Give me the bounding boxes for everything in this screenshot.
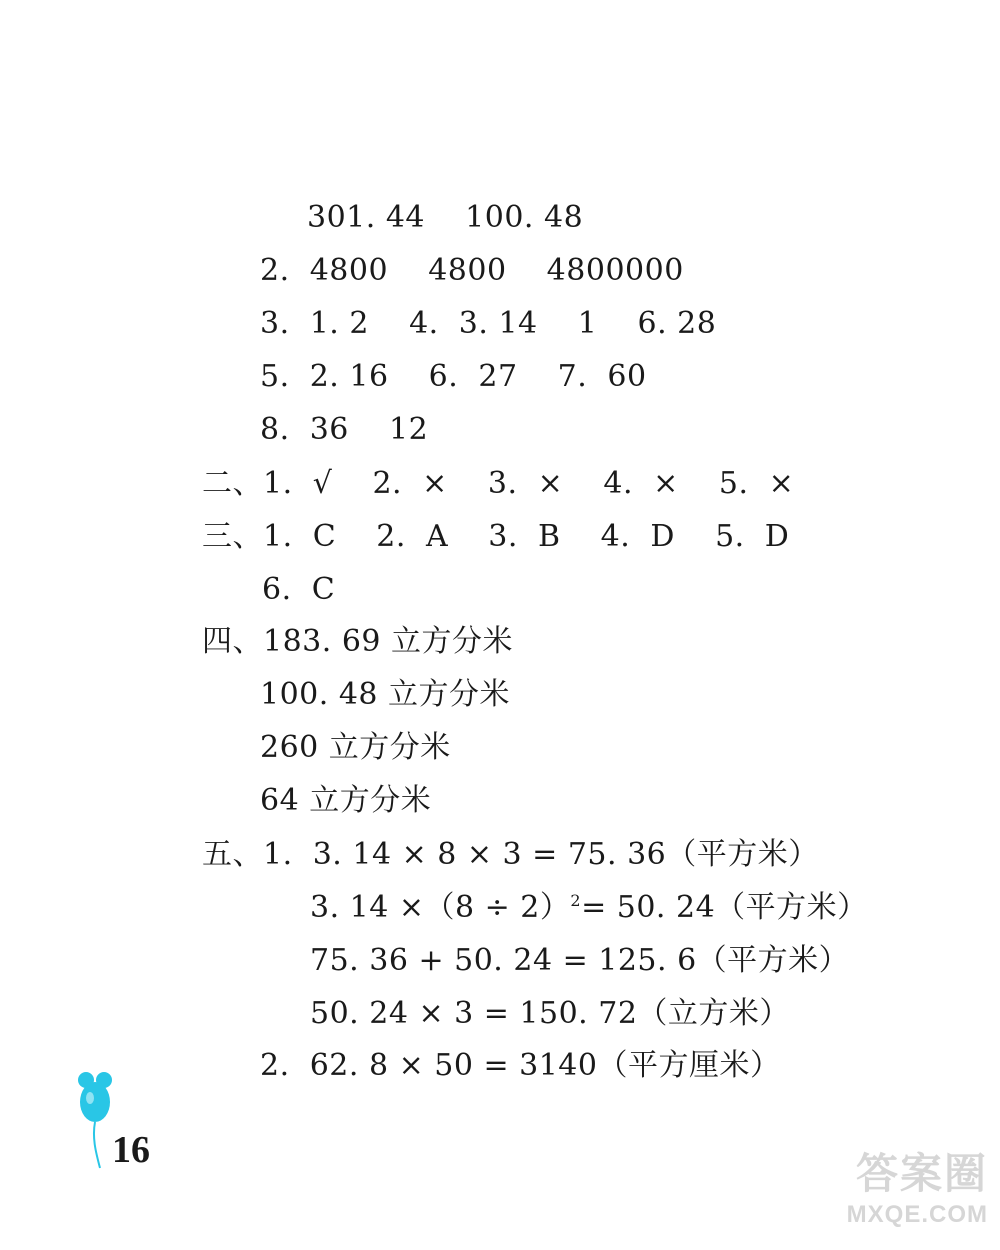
exponent: 2 — [570, 891, 582, 910]
formula-part: = 50. 24（平方米） — [581, 890, 868, 925]
answer-line: 8. 36 12 — [260, 412, 429, 447]
answer-line: 3. 1. 2 4. 3. 14 1 6. 28 — [260, 306, 717, 341]
watermark — [813, 1147, 988, 1242]
answer-line: 75. 36 + 50. 24 = 125. 6（平方米） — [310, 943, 850, 978]
answer-line: 2. 62. 8 × 50 = 3140（平方厘米） — [260, 1048, 781, 1083]
answer-line: 64 立方分米 — [260, 783, 432, 818]
section-five-answers: 五、1. 3. 14 × 8 × 3 = 75. 36（平方米） — [202, 837, 819, 872]
answer-line: 2. 4800 4800 4800000 — [260, 253, 684, 288]
answer-line: 260 立方分米 — [260, 730, 451, 765]
section-two-answers: 二、1. √ 2. × 3. × 4. × 5. × — [202, 466, 795, 501]
answer-line: 5. 2. 16 6. 27 7. 60 — [260, 359, 647, 394]
answer-line: 301. 44 100. 48 — [307, 200, 584, 235]
section-three-answers: 三、1. C 2. A 3. B 4. D 5. D — [202, 519, 790, 554]
answer-line: 100. 48 立方分米 — [260, 677, 511, 712]
answer-line: 50. 24 × 3 = 150. 72（立方米） — [310, 996, 790, 1031]
answer-line: 6. C — [262, 572, 336, 607]
answer-line — [310, 888, 868, 928]
formula-part: 3. 14 ×（8 ÷ 2） — [310, 890, 571, 925]
section-four-answers: 四、183. 69 立方分米 — [202, 624, 514, 659]
watermark-logo-text: 答案圈 — [855, 1150, 988, 1197]
page-number: 16 — [112, 1129, 150, 1171]
watermark-url: MXQE.COM — [846, 1201, 988, 1228]
